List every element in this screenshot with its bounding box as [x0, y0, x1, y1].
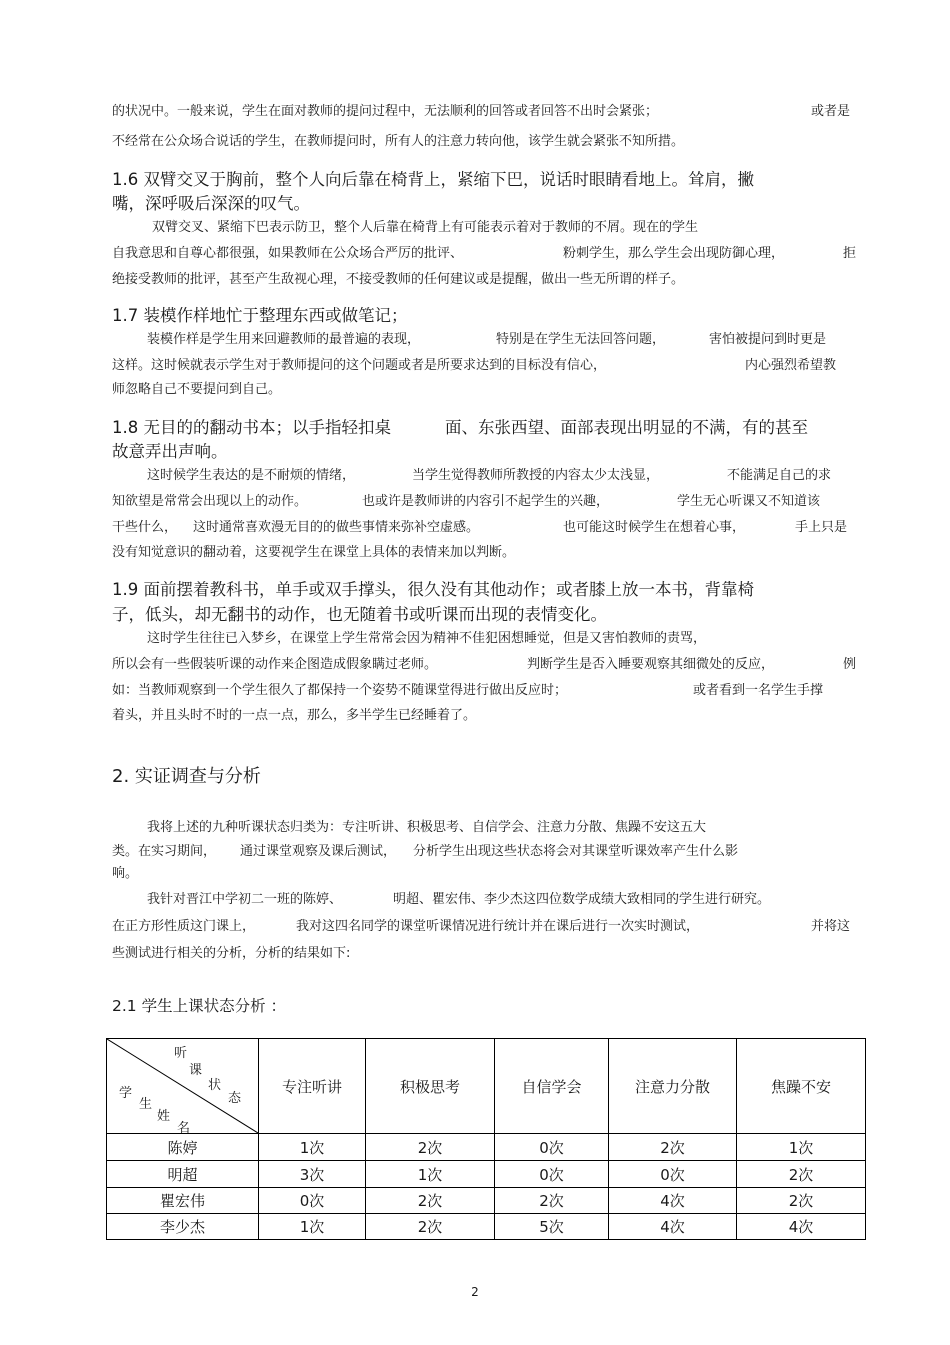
- table-cell: 4次: [609, 1188, 737, 1214]
- text-segment: 2. 实证调查与分析: [112, 766, 261, 787]
- text-segment: 我对这四名同学的课堂听课情况进行统计并在课后进行一次实时测试，: [296, 919, 700, 934]
- corner-header-char: 课: [189, 1063, 203, 1078]
- page-number: 2: [471, 1285, 479, 1299]
- corner-header-char: 听: [174, 1046, 188, 1061]
- text-segment: 2.1 学生上课状态分析 ：: [112, 997, 287, 1015]
- text-segment: 双臂交叉、紧缩下巴表示防卫，整个人后靠在椅背上有可能表示着对于教师的不屑。现在的学生: [152, 220, 699, 235]
- student-name: 李少杰: [107, 1214, 259, 1240]
- text-segment: 所以会有一些假装听课的动作来企图造成假象瞒过老师。: [112, 657, 438, 672]
- text-segment: 1.6 双臂交叉于胸前，整个人向后靠在椅背上，紧缩下巴，说话时眼睛看地上。耸肩，撇: [112, 170, 754, 189]
- table-row: [107, 1134, 866, 1161]
- text-segment: 当学生觉得教师所教授的内容太少太浅显，: [412, 468, 660, 483]
- text-segment: 这时候学生表达的是不耐烦的情绪，: [147, 468, 356, 483]
- text-segment: 自我意思和自尊心都很强，如果教师在公众场合严厉的批评、: [112, 246, 464, 261]
- text-segment: 例: [843, 657, 857, 672]
- corner-header-char: 生: [139, 1097, 153, 1112]
- table-cell: 1次: [737, 1134, 866, 1161]
- table-cell: 2次: [366, 1188, 495, 1214]
- text-segment: 师忽略自己不要提问到自己。: [112, 382, 282, 397]
- text-segment: 明超、瞿宏伟、李少杰这四位数学成绩大致相同的学生进行研究。: [393, 892, 771, 907]
- table-cell: 5次: [495, 1214, 609, 1240]
- table-cell: 2次: [737, 1188, 866, 1214]
- text-segment: 害怕被提问到时更是: [709, 332, 827, 347]
- table-cell: 0次: [259, 1188, 366, 1214]
- table-cell: 3次: [259, 1161, 366, 1188]
- table-cell: 0次: [609, 1161, 737, 1188]
- text-segment: 这时通常喜欢漫无目的的做些事情来弥补空虚感。: [193, 520, 480, 535]
- text-segment: 故意弄出声响。: [112, 442, 228, 461]
- text-segment: 的状况中。一般来说，学生在面对教师的提问过程中，无法顺利的回答或者回答不出时会紧张；: [112, 104, 659, 119]
- table-cell: 1次: [259, 1134, 366, 1161]
- table-cell: 2次: [609, 1134, 737, 1161]
- text-segment: 如：当教师观察到一个学生很久了都保持一个姿势不随课堂得进行做出反应时；: [112, 683, 568, 698]
- text-segment: 判断学生是否入睡要观察其细微处的反应，: [527, 657, 775, 672]
- table-cell: 2次: [495, 1188, 609, 1214]
- student-name: 瞿宏伟: [107, 1188, 259, 1214]
- table-cell: 4次: [737, 1214, 866, 1240]
- status-table: [106, 1038, 866, 1240]
- text-segment: 特别是在学生无法回答问题，: [496, 332, 666, 347]
- column-header: 专注听讲: [259, 1039, 366, 1134]
- text-segment: 没有知觉意识的翻动着，这要视学生在课堂上具体的表情来加以判断。: [112, 545, 516, 560]
- text-segment: 这样。这时候就表示学生对于教师提问的这个问题或者是所要求达到的目标没有信心，: [112, 358, 607, 373]
- text-segment: 也可能这时候学生在想着心事，: [563, 520, 746, 535]
- student-name: 明超: [107, 1161, 259, 1188]
- text-segment: 通过课堂观察及课后测试，: [240, 844, 397, 859]
- text-segment: 拒: [843, 246, 857, 261]
- corner-header-char: 态: [228, 1091, 242, 1106]
- text-segment: 1.7 装模作样地忙于整理东西或做笔记；: [112, 306, 408, 325]
- table-cell: 0次: [495, 1134, 609, 1161]
- text-segment: 装模作样是学生用来回避教师的最普遍的表现，: [147, 332, 421, 347]
- text-segment: 1.8 无目的的翻动书本；以手指轻扣桌: [112, 418, 391, 437]
- table-cell: 4次: [609, 1214, 737, 1240]
- text-segment: 粉刺学生，那么学生会出现防御心理，: [563, 246, 785, 261]
- table-cell: 0次: [495, 1161, 609, 1188]
- text-segment: 着头，并且头时不时的一点一点，那么，多半学生已经睡着了。: [112, 708, 477, 723]
- text-segment: 些测试进行相关的分析，分析的结果如下:: [112, 946, 351, 961]
- table-cell: 2次: [737, 1161, 866, 1188]
- text-segment: 我针对晋江中学初二一班的陈婷、: [147, 892, 343, 907]
- text-segment: 也或许是教师讲的内容引不起学生的兴趣，: [362, 494, 610, 509]
- text-segment: 我将上述的九种听课状态归类为：专注听讲、积极思考、自信学会、注意力分散、焦躁不安这五大: [147, 820, 707, 835]
- student-name: 陈婷: [107, 1134, 259, 1161]
- corner-header-char: 姓: [157, 1109, 171, 1124]
- table-row: [107, 1161, 866, 1188]
- table-cell: 2次: [366, 1214, 495, 1240]
- text-segment: 在正方形性质这门课上，: [112, 919, 256, 934]
- text-segment: 不能满足自己的求: [727, 468, 832, 483]
- text-segment: 不经常在公众场合说话的学生，在教师提问时，所有人的注意力转向他，该学生就会紧张不知所措。: [112, 134, 685, 149]
- text-segment: 面、东张西望、面部表现出明显的不满，有的甚至: [445, 418, 808, 437]
- text-segment: 学生无心听课又不知道该: [677, 494, 821, 509]
- column-header: 积极思考: [366, 1039, 495, 1134]
- table-header-row: [107, 1039, 866, 1134]
- text-segment: 子，低头，却无翻书的动作，也无随着书或听课而出现的表情变化。: [112, 605, 607, 624]
- text-segment: 分析学生出现这些状态将会对其课堂听课效率产生什么影: [413, 844, 739, 859]
- corner-header-char: 名: [177, 1121, 191, 1136]
- text-segment: 类。在实习期间，: [112, 844, 217, 859]
- text-segment: 这时学生往往已入梦乡，在课堂上学生常常会因为精神不佳犯困想睡觉，但是又害怕教师的责骂，: [147, 631, 707, 646]
- column-header: 焦躁不安: [737, 1039, 866, 1134]
- table-corner-cell: [107, 1039, 259, 1134]
- text-segment: 或者是: [811, 104, 851, 119]
- column-header: 注意力分散: [609, 1039, 737, 1134]
- text-segment: 1.9 面前摆着教科书，单手或双手撑头，很久没有其他动作；或者膝上放一本书，背靠椅: [112, 580, 754, 599]
- text-segment: 手上只是: [795, 520, 848, 535]
- table-row: [107, 1214, 866, 1240]
- text-segment: 或者看到一名学生手撑: [693, 683, 824, 698]
- text-segment: 干些什么，: [112, 520, 178, 535]
- column-header: 自信学会: [495, 1039, 609, 1134]
- table-cell: 1次: [366, 1161, 495, 1188]
- table-row: [107, 1188, 866, 1214]
- corner-header-char: 状: [208, 1078, 222, 1093]
- table-cell: 1次: [259, 1214, 366, 1240]
- text-segment: 嘴，深呼吸后深深的叹气。: [112, 194, 310, 213]
- text-segment: 并将这: [811, 919, 851, 934]
- text-segment: 内心强烈希望教: [745, 358, 837, 373]
- text-segment: 响。: [112, 866, 139, 881]
- table-cell: 2次: [366, 1134, 495, 1161]
- corner-header-char: 学: [119, 1086, 133, 1101]
- text-segment: 绝接受教师的批评，甚至产生敌视心理，不接受教师的任何建议或是提醒，做出一些无所谓的样子。: [112, 272, 685, 287]
- text-segment: 知欲望是常常会出现以上的动作。: [112, 494, 308, 509]
